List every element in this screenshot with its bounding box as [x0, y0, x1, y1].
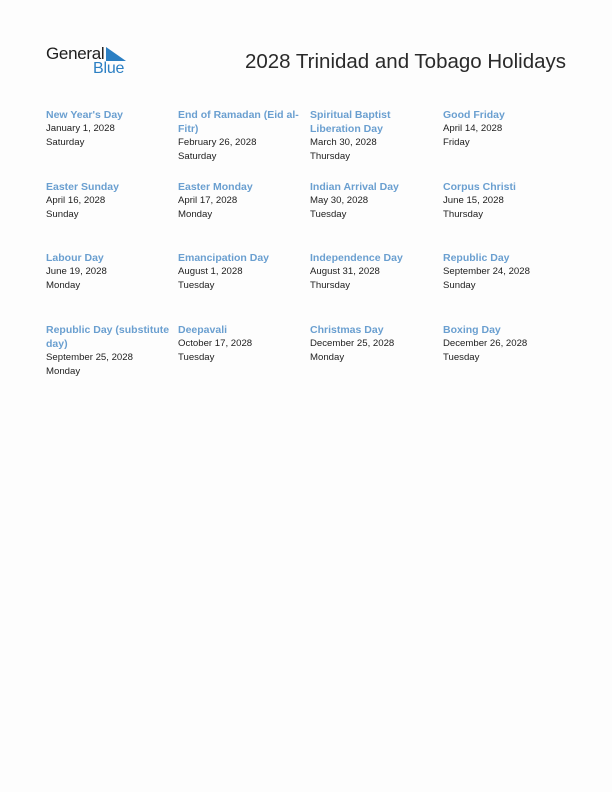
- holiday-date: April 17, 2028: [178, 195, 238, 206]
- logo-general-text: General: [46, 44, 105, 63]
- holiday-name: Indian Arrival Day: [310, 181, 399, 193]
- holiday-item: [443, 180, 568, 222]
- logo-blue-text: Blue: [93, 60, 125, 77]
- holiday-date: February 26, 2028: [178, 137, 257, 148]
- holiday-date: December 25, 2028: [310, 338, 395, 349]
- holiday-weekday: Monday: [310, 352, 345, 363]
- holiday-weekday: Thursday: [310, 280, 350, 291]
- holiday-date: June 15, 2028: [443, 195, 504, 206]
- holiday-date: April 16, 2028: [46, 195, 106, 206]
- page-title: 2028 Trinidad and Tobago Holidays: [244, 50, 566, 73]
- holiday-weekday: Sunday: [443, 280, 476, 291]
- holiday-weekday: Tuesday: [443, 352, 480, 363]
- holiday-name: Good Friday: [443, 109, 505, 121]
- holiday-weekday: Monday: [178, 209, 213, 220]
- holiday-name: Boxing Day: [443, 324, 501, 336]
- holiday-item: [443, 251, 568, 293]
- holiday-date: January 1, 2028: [46, 123, 115, 134]
- holiday-name: Independence Day: [310, 252, 403, 264]
- holiday-date: May 30, 2028: [310, 195, 369, 206]
- holiday-item: [310, 108, 435, 164]
- holiday-name: Emancipation Day: [178, 252, 270, 264]
- holiday-item: [178, 251, 303, 293]
- holiday-item: [46, 323, 171, 379]
- holiday-name: Christmas Day: [310, 324, 384, 336]
- holiday-date: September 24, 2028: [443, 266, 530, 277]
- holiday-weekday: Saturday: [178, 151, 217, 162]
- holiday-name: Labour Day: [46, 252, 104, 264]
- holiday-name: Easter Monday: [178, 181, 253, 193]
- holiday-item: [178, 180, 303, 222]
- holiday-name: End of Ramadan (Eid al-Fitr): [178, 109, 299, 135]
- holiday-name: Republic Day: [443, 252, 510, 264]
- holiday-name: Easter Sunday: [46, 181, 119, 193]
- holiday-date: December 26, 2028: [443, 338, 528, 349]
- holiday-item: [178, 323, 303, 365]
- generalblue-logo: [46, 44, 136, 80]
- holiday-name: Corpus Christi: [443, 181, 516, 193]
- holiday-item: [443, 323, 568, 365]
- holiday-weekday: Saturday: [46, 137, 85, 148]
- holiday-weekday: Thursday: [310, 151, 350, 162]
- holiday-item: [46, 180, 171, 222]
- holiday-item: [310, 180, 435, 222]
- holiday-date: April 14, 2028: [443, 123, 503, 134]
- holiday-name: Deepavali: [178, 324, 228, 336]
- holiday-name: Spiritual Baptist Liberation Day: [310, 109, 391, 135]
- holiday-weekday: Friday: [443, 137, 470, 148]
- holiday-date: September 25, 2028: [46, 352, 133, 363]
- holiday-date: March 30, 2028: [310, 137, 377, 148]
- holiday-weekday: Monday: [46, 366, 81, 377]
- holiday-date: August 31, 2028: [310, 266, 380, 277]
- holiday-name: Republic Day (substitute day): [46, 324, 170, 350]
- holiday-weekday: Tuesday: [310, 209, 347, 220]
- holiday-item: [443, 108, 568, 150]
- holiday-weekday: Sunday: [46, 209, 79, 220]
- holiday-item: [178, 108, 303, 164]
- holiday-weekday: Thursday: [443, 209, 483, 220]
- holiday-weekday: Tuesday: [178, 280, 215, 291]
- holiday-name: New Year's Day: [46, 109, 124, 121]
- holiday-weekday: Monday: [46, 280, 81, 291]
- holiday-item: [310, 323, 435, 365]
- holiday-item: [46, 108, 171, 150]
- holiday-date: June 19, 2028: [46, 266, 107, 277]
- logo-triangle-icon: [106, 47, 126, 61]
- holiday-date: August 1, 2028: [178, 266, 243, 277]
- holiday-weekday: Tuesday: [178, 352, 215, 363]
- holiday-item: [46, 251, 171, 293]
- holiday-item: [310, 251, 435, 293]
- holiday-date: October 17, 2028: [178, 338, 253, 349]
